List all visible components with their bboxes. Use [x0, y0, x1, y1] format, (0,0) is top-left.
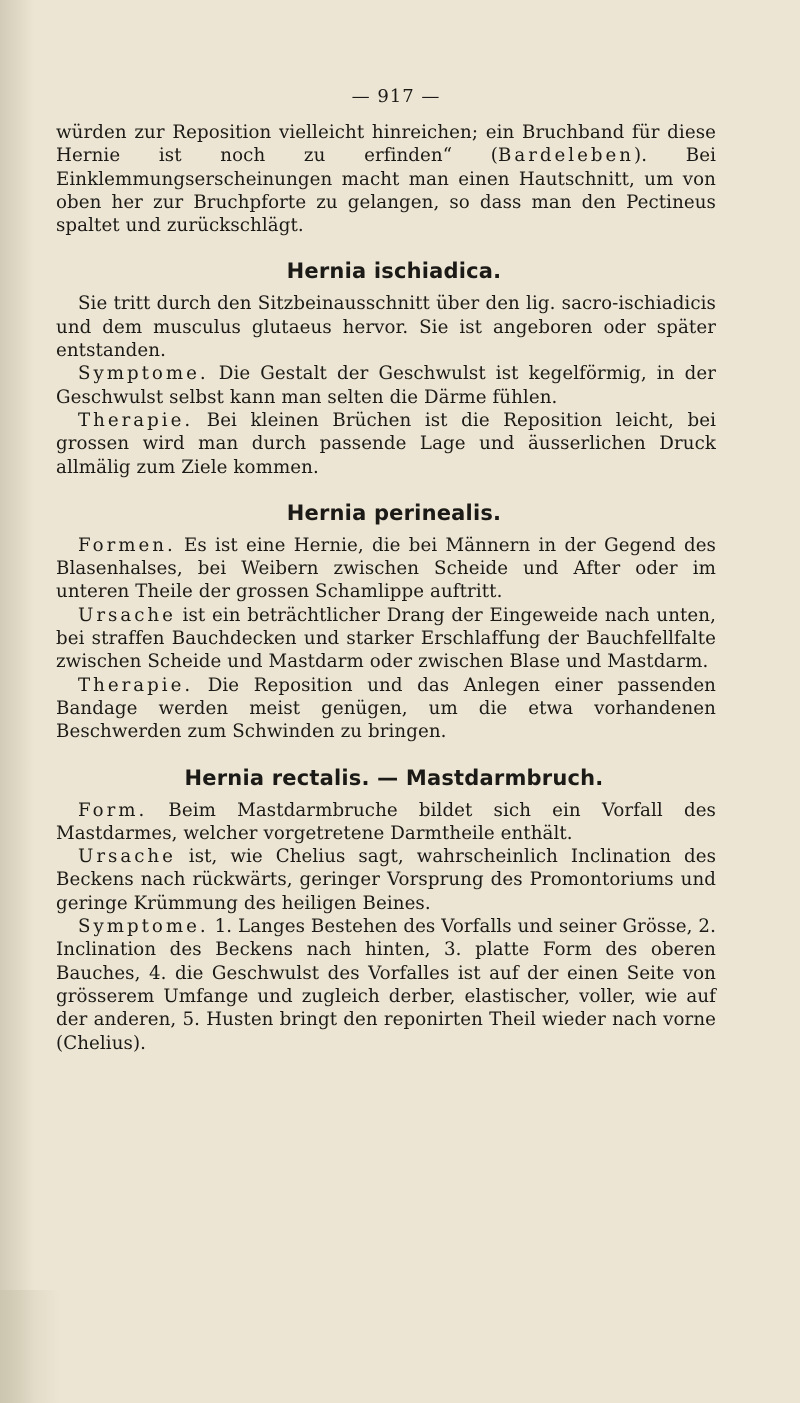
paragraph-text: Die Gestalt der Geschwulst ist kegelförmig, in der Geschwulst selbst kann man selten die Därme fühlen. [56, 363, 716, 408]
paragraph-term: Formen. [78, 534, 176, 556]
section-paragraph [56, 674, 716, 744]
paragraph-text: ist, wie Chelius sagt, wahrscheinlich Inclination des Beckens nach rückwärts, geringer Vorsprung des Promontoriums und geringe Krümmung des heiligen Beines. [56, 846, 716, 914]
paragraph-term: Symptome. [78, 363, 209, 385]
paragraph-term: Form. [78, 799, 148, 821]
paragraph-text: ist ein beträchtlicher Drang der Eingeweide nach unten, bei straffen Bauchdecken und starker Erschlaffung der Bauchfellfalte zwischen Scheide und Mastdarm oder zwischen Blase und Mastdarm. [56, 604, 716, 673]
paragraph-text: 1. Langes Bestehen des Vorfalls und seiner Grösse, 2. Inclination des Beckens nach hinten, 3. platte Form des oberen Bauches, 4. die Geschwulst des Vorfalles ist auf der einen Seite von grösserem Umfange und zugleich derber, elastischer, voller, wie auf der anderen, 5. Husten bringt den reponirten Theil wieder nach vorne (Chelius). [56, 916, 716, 1054]
paragraph-text: Beim Mastdarmbruche bildet sich ein Vorfall des Mastdarmes, welcher vorgetretene Darmtheile enthält. [56, 799, 716, 844]
section-hernia-ischiadica [56, 259, 716, 478]
page-number: — 917 — [351, 86, 441, 107]
paragraph-term: Therapie. [78, 674, 194, 696]
paragraph-term: Symptome. [78, 916, 209, 938]
intro-paragraph [56, 121, 716, 237]
book-page [56, 86, 716, 1055]
paragraph-term: Therapie. [78, 409, 194, 431]
paragraph-text: Es ist eine Hernie, die bei Männern in der Gegend des Blasenhalses, bei Weibern zwischen Scheide und After oder im unteren Theile der grossen Schamlippe auftritt. [56, 534, 716, 603]
section-paragraph [56, 534, 716, 604]
section-heading: Hernia perinealis. [286, 500, 502, 525]
section-paragraph [56, 799, 716, 846]
page-edge-shadow [0, 0, 34, 1403]
section-paragraph [56, 409, 716, 479]
intro-text-a: würden zur Reposition vielleicht hinreichen; ein Bruchband für diese Hernie ist noch zu erfinden“ ( [56, 122, 716, 167]
paragraph-term: Ursache [78, 604, 176, 626]
section-heading: Hernia rectalis. — Mastdarmbruch. [184, 765, 604, 790]
section-hernia-perinealis [56, 501, 716, 744]
section-paragraph [56, 292, 716, 362]
section-hernia-rectalis [56, 766, 716, 1055]
section-paragraph [56, 362, 716, 409]
paragraph-text: Die Reposition und das Anlegen einer passenden Bandage werden meist genügen, um die etwa vorhandenen Beschwerden zum Schwinden zu bringen. [56, 674, 716, 743]
paragraph-term: Ursache [78, 846, 176, 868]
section-paragraph [56, 845, 716, 915]
page-corner-shadow [0, 1290, 60, 1403]
paragraph-text: Sie tritt durch den Sitzbeinausschnitt über den lig. sacro-ischiadicis und dem musculus glutaeus hervor. Sie ist angeboren oder später entstanden. [56, 293, 716, 362]
paragraph-text: Bei kleinen Brüchen ist die Reposition leicht, bei grossen wird man durch passende Lage und äusserlichen Druck allmälig zum Ziele kommen. [56, 409, 716, 478]
intro-text-b: ). Bei Einklemmungserscheinungen macht man einen Hautschnitt, um von oben her zur Bruchpforte zu gelangen, so dass man den Pectineus spaltet und zurückschlägt. [56, 145, 716, 237]
section-paragraph [56, 604, 716, 674]
section-paragraph [56, 915, 716, 1055]
section-heading: Hernia ischiadica. [286, 259, 502, 284]
intro-author: Bardeleben [497, 145, 634, 167]
